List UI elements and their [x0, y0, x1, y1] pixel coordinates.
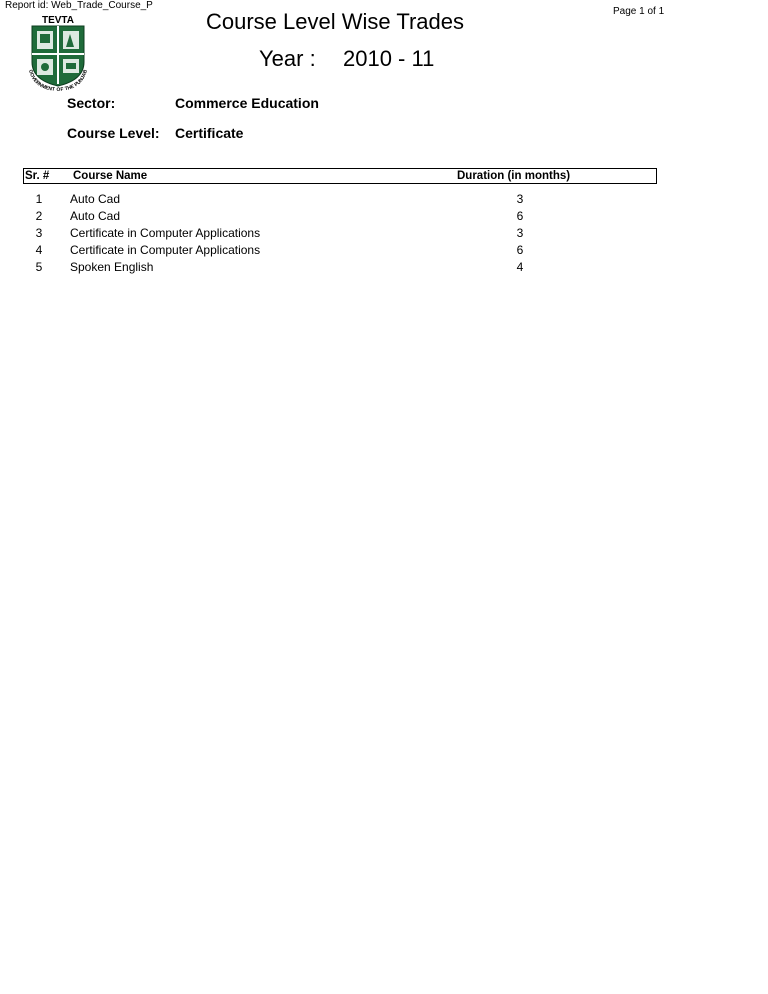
- cell-course-name: Spoken English: [70, 260, 154, 274]
- cell-sr: 3: [35, 226, 43, 240]
- table-row: [0, 192, 768, 209]
- cell-duration: 3: [516, 192, 524, 206]
- table-row: [0, 209, 768, 226]
- cell-duration: 6: [516, 243, 524, 257]
- course-level-value: Certificate: [175, 125, 244, 141]
- report-title: Course Level Wise Trades: [206, 9, 464, 34]
- cell-course-name: Auto Cad: [70, 192, 121, 206]
- cell-sr: 2: [35, 209, 43, 223]
- cell-duration: 6: [516, 209, 524, 223]
- cell-duration: 3: [516, 226, 524, 240]
- header-sr: Sr. #: [25, 170, 50, 182]
- cell-duration: 4: [516, 260, 524, 274]
- course-level-label: Course Level:: [67, 125, 160, 141]
- year-label: Year :: [259, 46, 316, 71]
- table-row: [0, 226, 768, 243]
- year-value: 2010 - 11: [343, 46, 435, 71]
- sector-value: Commerce Education: [175, 95, 319, 111]
- table-row: [0, 260, 768, 277]
- table-header: [23, 168, 657, 184]
- logo-text: TEVTA: [41, 15, 75, 26]
- cell-course-name: Auto Cad: [70, 209, 121, 223]
- page-number: Page 1 of 1: [613, 6, 665, 17]
- cell-sr: 5: [35, 260, 43, 274]
- cell-sr: 1: [35, 192, 43, 206]
- header-course-name: Course Name: [73, 170, 148, 182]
- report-id: Report id: Web_Trade_Course_P: [5, 0, 153, 11]
- cell-course-name: Certificate in Computer Applications: [70, 243, 261, 257]
- sector-label: Sector:: [67, 95, 116, 111]
- tevta-logo: [22, 14, 94, 92]
- header-duration: Duration (in months): [457, 170, 571, 182]
- logo-ring-text: GOVERNMENT OF THE PUNJAB: [27, 69, 89, 92]
- cell-sr: 4: [35, 243, 43, 257]
- table-row: [0, 243, 768, 260]
- cell-course-name: Certificate in Computer Applications: [70, 226, 261, 240]
